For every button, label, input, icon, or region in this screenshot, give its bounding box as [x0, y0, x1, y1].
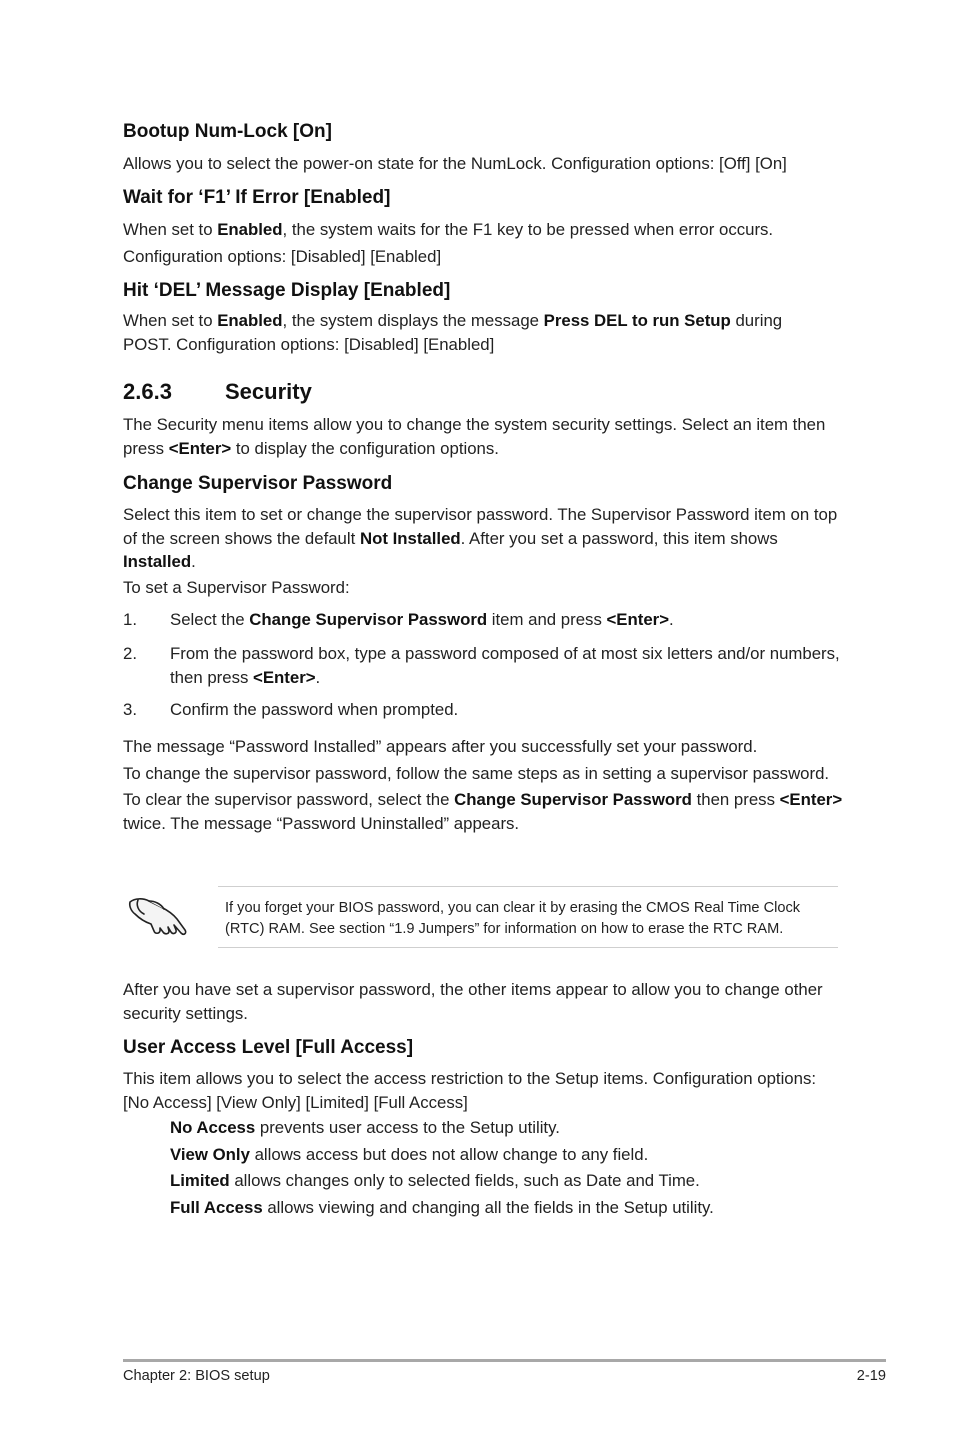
- text: To clear the supervisor password, select the: [123, 790, 455, 809]
- text: , the system waits for the F1 key to be pressed when error occurs.: [282, 220, 774, 239]
- text: .: [315, 667, 321, 687]
- step-text: [170, 608, 843, 632]
- supervisor-set-label: To set a Supervisor Password:: [123, 577, 350, 597]
- access-option: [170, 1169, 843, 1193]
- section-name: Security: [225, 379, 312, 404]
- change-password-text: To change the supervisor password, follow the same steps as in setting a supervisor password.: [123, 763, 830, 783]
- option-desc: allows changes only to selected fields, such as Date and Time.: [229, 1171, 700, 1190]
- bold-text: Installed: [123, 552, 192, 571]
- supervisor-heading: Change Supervisor Password: [123, 473, 393, 494]
- option-name: Limited: [170, 1171, 230, 1190]
- text: Select the: [170, 610, 250, 629]
- text: , the system displays the message: [282, 311, 544, 330]
- step-text: [170, 642, 843, 689]
- bootup-section: [123, 121, 843, 176]
- note-top-rule: [218, 886, 838, 887]
- wait-f1-heading: Wait for ‘F1’ If Error [Enabled]: [123, 187, 391, 208]
- after-password-section: [123, 978, 843, 1025]
- bootup-heading: Bootup Num-Lock [On]: [123, 121, 332, 142]
- option-desc: prevents user access to the Setup utility.: [255, 1118, 560, 1137]
- footer-chapter: Chapter 2: BIOS setup: [123, 1368, 270, 1384]
- hit-del-options: POST. Configuration options: [Disabled] [Enabled]: [123, 334, 495, 354]
- step-number: 3.: [123, 700, 137, 719]
- bold-text: Change Supervisor Password: [249, 610, 488, 629]
- text: .: [191, 552, 196, 571]
- supervisor-intro: [123, 503, 843, 574]
- hit-del-section: [123, 280, 843, 356]
- wait-f1-section: [123, 187, 843, 268]
- bold-text: <Enter>: [168, 438, 232, 458]
- note-text: If you forget your BIOS password, you can clear it by erasing the CMOS Real Time Clock (RTC) RAM. See section “1.9 Jumpers” for information on how to erase the RTC RAM.: [225, 900, 801, 937]
- clear-password-text: [123, 788, 843, 835]
- user-access-section: [123, 1037, 843, 1114]
- text: Select this item to set or change the supervisor password. The Supervisor Password item on top of the screen shows the default: [123, 505, 838, 548]
- text: item and press: [487, 610, 607, 629]
- bold-text: Enabled: [217, 311, 283, 330]
- after-password-text: After you have set a supervisor password, the other items appear to allow you to change other security settings.: [123, 980, 823, 1023]
- text: When set to: [123, 220, 218, 239]
- step-text: Confirm the password when prompted.: [170, 700, 459, 719]
- step-number: 1.: [123, 610, 137, 629]
- option-desc: allows access but does not allow change to any field.: [249, 1145, 649, 1164]
- supervisor-section: [123, 473, 843, 599]
- text: . After you set a password, this item shows: [460, 528, 778, 548]
- text: The Security menu items allow you to change the system security settings. Select an item then press: [123, 415, 826, 458]
- note-bottom-rule: [218, 947, 838, 948]
- bold-text: Change Supervisor Password: [454, 790, 692, 809]
- bootup-body: Allows you to select the power-on state for the NumLock. Configuration options: [Off] [On]: [123, 154, 787, 173]
- bold-text: <Enter>: [606, 610, 669, 629]
- bold-text: <Enter>: [253, 667, 316, 687]
- footer-rule: [123, 1359, 886, 1362]
- text: twice. The message “Password Uninstalled” appears.: [123, 813, 520, 833]
- text: then press: [691, 790, 780, 809]
- access-option: [170, 1143, 843, 1167]
- hit-del-heading: Hit ‘DEL’ Message Display [Enabled]: [123, 280, 451, 301]
- section-number: 2.6.3: [123, 379, 172, 404]
- text: to display the configuration options.: [231, 438, 499, 458]
- option-name: Full Access: [170, 1198, 263, 1217]
- option-name: View Only: [170, 1145, 250, 1164]
- wait-f1-options: Configuration options: [Disabled] [Enabled]: [123, 246, 442, 266]
- hit-del-body: [123, 309, 843, 333]
- pointing-hand-icon: [127, 892, 189, 940]
- step-number: 2.: [123, 644, 137, 663]
- user-access-heading: User Access Level [Full Access]: [123, 1037, 414, 1058]
- security-section: [123, 379, 843, 460]
- access-option: [170, 1196, 843, 1220]
- text: From the password box, type a password composed of at most six letters and/or numbers, then press: [170, 644, 840, 687]
- supervisor-notes: [123, 735, 843, 835]
- option-name: No Access: [170, 1118, 256, 1137]
- user-access-body: This item allows you to select the access restriction to the Setup items. Configuration options: [No Access] [View Only] [Limited] [Full Access]: [123, 1069, 817, 1112]
- text: .: [669, 610, 674, 629]
- text: during: [730, 311, 783, 330]
- section-title: [123, 379, 843, 405]
- note-box: [123, 886, 838, 948]
- bold-text: Press DEL to run Setup: [543, 311, 731, 330]
- footer-page-number: 2-19: [856, 1368, 886, 1384]
- bold-text: <Enter>: [779, 790, 843, 809]
- option-desc: allows viewing and changing all the fields in the Setup utility.: [262, 1198, 714, 1217]
- access-option: [170, 1116, 843, 1140]
- text: When set to: [123, 311, 218, 330]
- bold-text: Enabled: [217, 220, 283, 239]
- security-intro: [123, 413, 843, 460]
- wait-f1-body: [123, 218, 843, 242]
- bold-text: Not Installed: [359, 528, 461, 548]
- password-installed-text: The message “Password Installed” appears after you successfully set your password.: [123, 737, 758, 756]
